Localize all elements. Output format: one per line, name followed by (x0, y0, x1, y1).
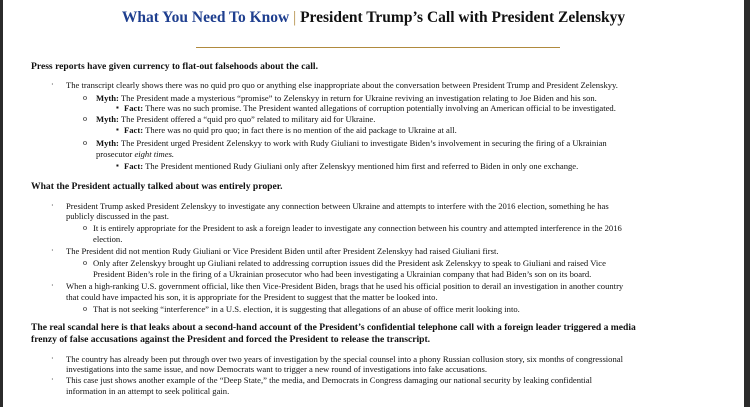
title-separator: | (293, 9, 297, 26)
section-heading: The real scandal here is that leaks about a second-hand account of the President’s confidential telephone call with a foreign leader triggered a media (31, 322, 636, 333)
myth-text: prosecutor (96, 149, 133, 159)
paragraph-line: The President did not mention Rudy Giuliani or Vice President Biden until after President Zelenskyy had raised Giuliani first. (66, 246, 499, 256)
sub-line: President Biden’s role in the firing of a Ukrainian prosecutor who had been investigating a Ukrainian company that had Biden’s son on its board. (93, 269, 592, 279)
myth-emphasis: eight times. (134, 149, 175, 159)
sub-line: That is not seeking “interference” in a U.S. election, it is suggesting that allegations of an abuse of office merit looking into. (93, 304, 520, 314)
myth-line (96, 138, 607, 148)
bullet-circle: o (83, 258, 87, 267)
bullet-dot: · (51, 80, 54, 89)
fact-line (124, 125, 457, 135)
paragraph-line: investigations into the same issue, and now Democrats want to trigger a new round of investigations into fake accusations. (66, 364, 487, 374)
paragraph-line: The transcript clearly shows there was no quid pro quo or anything else inappropriate about the conversation between President Trump and President Zelenskyy. (66, 80, 618, 90)
fact-text: There was no quid pro quo; in fact there is no mention of the aid package to Ukraine at all. (145, 125, 457, 135)
title-underline (196, 47, 560, 48)
section-heading-cont: frenzy of false accusations against the President and forced the President to release the transcript. (31, 334, 431, 345)
bullet-circle: o (83, 93, 87, 102)
myth-text: The President urged President Zelenskyy to work with Rudy Giuliani to investigate Biden’s involvement in securing the firing of a Ukrainian (120, 138, 607, 148)
title-prefix: What You Need To Know (121, 9, 290, 26)
bullet-dot: · (51, 281, 54, 290)
fact-label: Fact: (124, 161, 144, 171)
bullet-circle: o (83, 138, 87, 147)
fact-line (124, 161, 578, 171)
fact-text: There was no such promise. The President wanted allegations of corruption potentially involving an American official to be investigated. (145, 103, 616, 113)
paragraph-line: publicly discussed in the past. (66, 211, 169, 221)
title-main: President Trump’s Call with President Zelenskyy (300, 9, 626, 26)
bullet-square: ▪ (116, 103, 119, 112)
document-page (3, 0, 744, 407)
myth-line (96, 93, 597, 103)
paragraph-line: This case just shows another example of the “Deep State,” the media, and Democrats in Congress damaging our national security by leaking confidential (66, 375, 592, 385)
myth-line (96, 114, 375, 124)
paragraph-line: that could have impacted his son, it is appropriate for the President to suggest that the matter be looked into. (66, 292, 438, 302)
page-title (3, 9, 744, 27)
fact-label: Fact: (124, 125, 144, 135)
myth-label: Myth: (96, 93, 119, 103)
myth-label: Myth: (96, 138, 119, 148)
section-heading: What the President actually talked about was entirely proper. (31, 181, 283, 192)
fact-label: Fact: (124, 103, 144, 113)
bullet-dot: · (51, 201, 54, 210)
bullet-square: ▪ (116, 125, 119, 134)
myth-label: Myth: (96, 114, 119, 124)
paragraph-line: When a high-ranking U.S. government official, like then Vice-President Biden, brags that he used his official position to derail an investigation in another country (66, 281, 624, 291)
sub-line: Only after Zelenskyy brought up Giuliani related to addressing corruption issues did the President ask Zelenskyy to speak to Giuliani and raised Vice (93, 258, 606, 268)
bullet-square: ▪ (116, 161, 119, 170)
fact-text: The President mentioned Rudy Giuliani only after Zelenskyy mentioned him first and referred to Biden in only one exchange. (145, 161, 579, 171)
bullet-dot: · (51, 246, 54, 255)
bullet-dot: · (51, 354, 54, 363)
section-heading: Press reports have given currency to flat-out falsehoods about the call. (31, 61, 318, 72)
paragraph-line: information in an attempt to seek political gain. (66, 386, 230, 396)
myth-text: The President made a mysterious “promise” to Zelenskyy in return for Ukraine reviving an investigation relating to Joe Biden and his son. (120, 93, 597, 103)
bullet-circle: o (83, 304, 87, 313)
paragraph-line: President Trump asked President Zelenskyy to investigate any connection between Ukraine and attempts to interfere with the 2016 election, something he has (66, 201, 609, 211)
sub-line: It is entirely appropriate for the President to ask a foreign leader to investigate any connection between his country and attempted interference in the 2016 (93, 223, 622, 233)
bullet-dot: · (51, 375, 54, 384)
paragraph-line: The country has already been put through over two years of investigation by the special counsel into a phony Russian collusion story, six months of congressional (66, 354, 623, 364)
fact-line (124, 103, 616, 113)
myth-text: The President offered a “quid pro quo” related to military aid for Ukraine. (120, 114, 376, 124)
bullet-circle: o (83, 114, 87, 123)
myth-line-cont (96, 149, 174, 159)
sub-line: election. (93, 234, 123, 244)
bullet-circle: o (83, 223, 87, 232)
